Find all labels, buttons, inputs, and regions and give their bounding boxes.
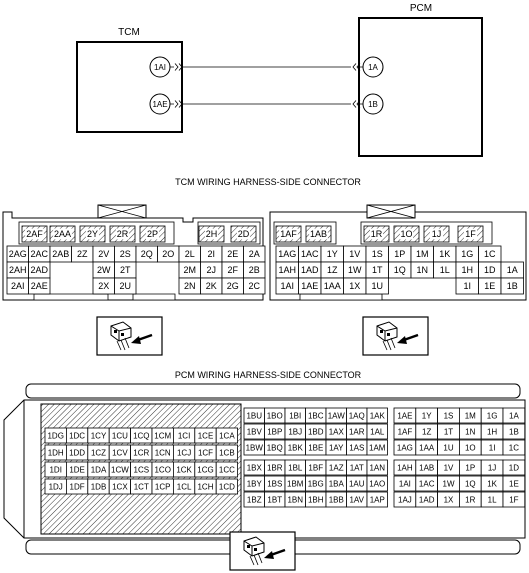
- pin-label: 1F: [465, 229, 476, 240]
- pin-label: 1DC: [69, 431, 86, 441]
- pin-label: 1AD: [300, 265, 319, 276]
- pin-label: 1O: [400, 229, 413, 240]
- pin-label: 1S: [371, 249, 383, 260]
- pin-label: 2Y: [86, 229, 99, 240]
- pin-label: 1DB: [90, 482, 107, 492]
- pin-label: 1BC: [307, 411, 324, 421]
- pin-label: 1BW: [245, 443, 263, 453]
- tcm-connector-title: TCM WIRING HARNESS-SIDE CONNECTOR: [175, 177, 361, 187]
- pin-label: 1DF: [69, 482, 85, 492]
- pin-label: 2F: [227, 265, 239, 276]
- pin-label: 1AL: [370, 427, 385, 437]
- pin-label: 1I: [463, 281, 472, 292]
- pin-label: 2P: [146, 229, 159, 240]
- pin-label: 1G: [486, 411, 498, 421]
- pin-label: 2V: [98, 249, 110, 260]
- pin-label: 2W: [97, 265, 111, 276]
- pcm-connector-title: PCM WIRING HARNESS-SIDE CONNECTOR: [174, 370, 362, 380]
- pin-label: 1BX: [246, 463, 262, 473]
- tcm-connector-left: [3, 205, 265, 300]
- pin-label: 1CT: [133, 482, 149, 492]
- pin-label: 1AK: [369, 411, 385, 421]
- pin-label: 1J: [487, 463, 497, 473]
- pcm-pin-1a: [363, 57, 383, 77]
- pin-label: 1BZ: [246, 495, 262, 505]
- pin-label: 2AI: [10, 281, 25, 292]
- pin-label: 1AF: [397, 427, 413, 437]
- pin-label: 1R: [370, 229, 383, 240]
- pin-label: 1BG: [307, 479, 324, 489]
- tcm-connector-right: [270, 205, 526, 300]
- pin-label: 2M: [183, 265, 197, 276]
- tcm-pin-1ae-label: 1AE: [152, 100, 168, 109]
- pcm-module-label: PCM: [409, 3, 433, 14]
- pin-label: 1DG: [47, 431, 64, 441]
- pin-label: 1CF: [197, 448, 214, 458]
- pin-label: 1CV: [112, 448, 128, 458]
- pin-label: 1N: [465, 427, 476, 437]
- pin-label: 1C: [483, 249, 496, 260]
- pin-label: 1DI: [49, 465, 62, 475]
- pin-label: 1V: [349, 249, 361, 260]
- pin-label: 1BU: [246, 411, 263, 421]
- pin-label: 1H: [486, 427, 498, 437]
- pin-label: 2AD: [30, 265, 49, 276]
- pin-label: 1X: [443, 495, 454, 505]
- pin-label: 1DE: [69, 465, 85, 475]
- pin-label: 2AB: [52, 249, 70, 260]
- pin-label: 1CK: [176, 465, 192, 475]
- pin-label: 1AI: [398, 479, 411, 489]
- pin-label: 1AS: [349, 443, 365, 453]
- tcm-pin-1ae: [150, 94, 170, 114]
- pin-label: 1AI: [280, 281, 295, 292]
- pin-label: 1AA: [419, 443, 435, 453]
- pin-label: 2AH: [8, 265, 27, 276]
- pcm-pin-1a-label: 1A: [368, 63, 378, 72]
- pin-label: 1AP: [369, 495, 385, 505]
- pin-label: 1CQ: [133, 431, 150, 441]
- pin-label: 1AC: [300, 249, 319, 260]
- pin-label: 1BE: [308, 443, 324, 453]
- pin-label: 1A: [506, 265, 518, 276]
- pcm-top-rail: [26, 384, 520, 398]
- pin-label: 1AX: [328, 427, 344, 437]
- connector-view-icon: [230, 532, 295, 570]
- pin-label: 1BM: [287, 479, 304, 489]
- pin-label: 1BO: [266, 411, 283, 421]
- pin-label: 2K: [205, 281, 217, 292]
- pin-label: 1AU: [348, 479, 365, 489]
- pin-label: 2C: [248, 281, 261, 292]
- pin-label: 1BJ: [288, 427, 303, 437]
- pin-label: 2A: [248, 249, 260, 260]
- pin-label: 1CG: [197, 465, 214, 475]
- pin-label: 1BB: [328, 495, 344, 505]
- pin-label: 1Z: [422, 427, 432, 437]
- wire-1ai-to-1a: [170, 64, 363, 71]
- pin-label: 2AG: [8, 249, 27, 260]
- pin-label: 1BY: [246, 479, 262, 489]
- pin-label: 1W: [348, 265, 362, 276]
- pin-label: 2AE: [30, 281, 48, 292]
- pin-label: 1X: [349, 281, 361, 292]
- pin-label: 1AO: [369, 479, 386, 489]
- pin-label: 1DJ: [48, 482, 63, 492]
- pin-label: 1CL: [176, 482, 192, 492]
- pin-label: 1AT: [349, 463, 364, 473]
- pin-label: 1CZ: [90, 448, 107, 458]
- pin-label: 1BI: [289, 411, 302, 421]
- pin-label: 1F: [509, 495, 519, 505]
- tab-left-b: [133, 294, 175, 300]
- pin-label: 2AA: [53, 229, 72, 240]
- pin-label: 1CU: [111, 431, 128, 441]
- pin-label: 1L: [439, 265, 450, 276]
- pin-label: 1B: [509, 427, 519, 437]
- pin-label: 1AM: [369, 443, 386, 453]
- pin-label: 1CE: [197, 431, 214, 441]
- pin-label: 2G: [226, 281, 239, 292]
- pin-label: 1K: [439, 249, 451, 260]
- pin-label: 1AW: [327, 411, 345, 421]
- pin-label: 1AH: [278, 265, 297, 276]
- tab-left-a: [34, 294, 108, 300]
- pin-label: 1CW: [111, 465, 129, 475]
- tcm-pin-1ai: [150, 57, 170, 77]
- pin-label: 1M: [464, 411, 476, 421]
- pin-label: 1R: [465, 495, 476, 505]
- pin-label: 2H: [205, 229, 218, 240]
- pin-label: 1AB: [419, 463, 435, 473]
- pin-label: 2Z: [76, 249, 88, 260]
- pin-label: 1AC: [418, 479, 435, 489]
- pin-label: 2R: [116, 229, 129, 240]
- pin-label: 1CC: [218, 465, 235, 475]
- pin-label: 1CJ: [176, 448, 192, 458]
- pin-label: 1B: [506, 281, 518, 292]
- pin-label: 1AB: [309, 229, 328, 240]
- pin-label: 2AF: [26, 229, 43, 240]
- pin-label: 1AJ: [398, 495, 412, 505]
- pin-label: 1P: [465, 463, 476, 473]
- pin-label: 2E: [227, 249, 239, 260]
- wire-1ae-to-1b: [170, 101, 363, 108]
- pin-label: 2D: [237, 229, 250, 240]
- pin-label: 1AH: [397, 463, 413, 473]
- pin-label: 1BQ: [266, 443, 283, 453]
- pin-label: 1G: [461, 249, 474, 260]
- pin-label: 1AN: [369, 463, 386, 473]
- pin-label: 1CP: [154, 482, 171, 492]
- pin-label: 1K: [487, 479, 497, 489]
- pin-label: 1CR: [133, 448, 150, 458]
- pin-label: 1P: [394, 249, 406, 260]
- pin-label: 1W: [442, 479, 455, 489]
- pin-label: 1CD: [218, 482, 235, 492]
- tcm-module-label: TCM: [118, 27, 140, 38]
- pcm-pin-1b-label: 1B: [368, 100, 378, 109]
- pin-label: 1BT: [267, 495, 283, 505]
- pin-label: 1AA: [323, 281, 341, 292]
- pin-label: 2I: [207, 249, 216, 260]
- pin-label: 2AC: [30, 249, 49, 260]
- pin-label: 1BH: [307, 495, 324, 505]
- tab-right-a: [300, 294, 382, 300]
- pin-label: 1CS: [133, 465, 150, 475]
- pin-label: 1I: [488, 443, 496, 453]
- pin-label: 1D: [508, 463, 520, 473]
- pin-label: 1CH: [197, 482, 214, 492]
- pin-label: 2X: [98, 281, 110, 292]
- pin-label: 1T: [371, 265, 383, 276]
- pin-label: 1AG: [396, 443, 413, 453]
- pin-label: 1U: [443, 443, 454, 453]
- pin-label: 1U: [371, 281, 384, 292]
- pin-label: 1DD: [69, 448, 86, 458]
- pin-label: 1Y: [326, 249, 338, 260]
- pin-label: 2J: [206, 265, 217, 276]
- pin-label: 1CY: [90, 431, 107, 441]
- pin-label: 2U: [119, 281, 132, 292]
- pin-label: 1C: [508, 443, 520, 453]
- pin-label: 1V: [443, 463, 454, 473]
- pin-label: 1Z: [326, 265, 338, 276]
- wiring-schematic: [77, 3, 482, 156]
- pin-label: 1CO: [154, 465, 171, 475]
- pin-label: 1H: [461, 265, 474, 276]
- pin-label: 1BS: [267, 479, 283, 489]
- pin-label: 1D: [483, 265, 496, 276]
- pin-label: 1L: [487, 495, 497, 505]
- pin-label: 1AQ: [348, 411, 365, 421]
- pin-label: 1Q: [464, 479, 476, 489]
- pin-label: 1E: [509, 479, 519, 489]
- pin-label: 1BK: [287, 443, 303, 453]
- pin-label: 1BD: [307, 427, 324, 437]
- tcm-pin-1ai-label: 1AI: [153, 63, 167, 72]
- pin-label: 1AG: [278, 249, 297, 260]
- pin-label: 1M: [415, 249, 429, 260]
- pin-label: 1BN: [287, 495, 304, 505]
- pin-label: 1Q: [393, 265, 406, 276]
- pin-label: 1BV: [246, 427, 262, 437]
- pin-label: 1AZ: [328, 463, 344, 473]
- pcm-pin-1b: [363, 94, 383, 114]
- pin-label: 1T: [443, 427, 454, 437]
- pin-label: 1BF: [308, 463, 324, 473]
- connector-view-icon: [97, 317, 162, 355]
- pin-label: 1DH: [47, 448, 64, 458]
- pin-label: 1AE: [301, 281, 319, 292]
- pin-label: 1AF: [280, 229, 297, 240]
- pin-label: 2Q: [140, 249, 153, 260]
- pin-label: 1AE: [397, 411, 413, 421]
- pin-label: 1J: [431, 229, 442, 240]
- pcm-connector: [4, 384, 525, 554]
- pin-label: 1DA: [90, 465, 107, 475]
- pin-label: 1O: [464, 443, 476, 453]
- pin-label: 1BR: [266, 463, 283, 473]
- pin-label: 1CB: [219, 448, 235, 458]
- pin-label: 2S: [119, 249, 131, 260]
- pin-label: 1CM: [154, 431, 172, 441]
- pin-label: 1BL: [288, 463, 303, 473]
- pin-label: 2T: [119, 265, 131, 276]
- pin-label: 1S: [443, 411, 454, 421]
- pin-label: 1A: [509, 411, 519, 421]
- pin-label: 2N: [183, 281, 196, 292]
- pin-label: 1BA: [328, 479, 344, 489]
- pin-label: 1E: [484, 281, 496, 292]
- pcm-module-box: [359, 18, 482, 156]
- pin-label: 1AD: [418, 495, 435, 505]
- pin-label: 1BP: [267, 427, 283, 437]
- pin-label: 1AY: [328, 443, 344, 453]
- pin-label: 1CA: [219, 431, 235, 441]
- pin-label: 1Y: [421, 411, 432, 421]
- pin-label: 1AR: [348, 427, 365, 437]
- pin-label: 2B: [248, 265, 260, 276]
- connector-view-icon: [363, 317, 428, 355]
- tcm-module-box: [77, 42, 182, 132]
- pin-label: 1N: [416, 265, 429, 276]
- pin-label: 1CN: [154, 448, 171, 458]
- pin-label: 2L: [184, 249, 195, 260]
- pin-label: 1CX: [112, 482, 128, 492]
- pin-label: 2O: [162, 249, 175, 260]
- pin-label: 1CI: [177, 431, 191, 441]
- pin-label: 1AV: [349, 495, 365, 505]
